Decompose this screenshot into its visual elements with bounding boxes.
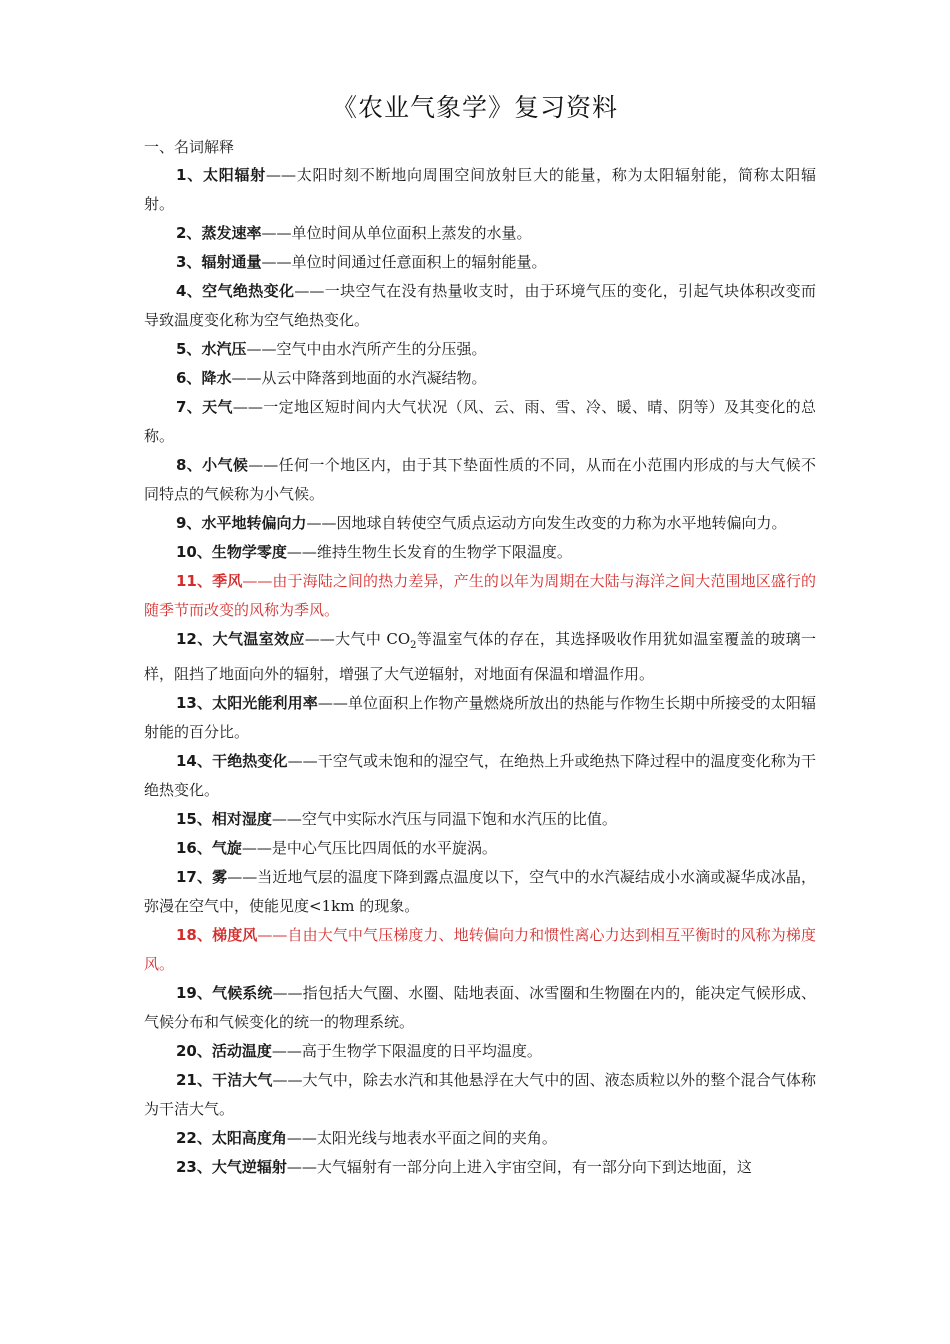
term-name: 9、水平地转偏向力 bbox=[176, 514, 307, 532]
term-item bbox=[144, 277, 816, 335]
term-item bbox=[144, 863, 816, 921]
term-name: 12、大气温室效应 bbox=[176, 630, 305, 648]
term-name: 8、小气候 bbox=[176, 456, 249, 474]
term-definition: ——干空气或未饱和的湿空气，在绝热上升或绝热下降过程中的温度变化称为干绝热变化。 bbox=[144, 752, 816, 799]
term-list bbox=[144, 161, 816, 1182]
term-definition: ——自由大气中气压梯度力、地转偏向力和惯性离心力达到相互平衡时的风称为梯度风。 bbox=[144, 926, 816, 973]
term-definition: ——由于海陆之间的热力差异，产生的以年为周期在大陆与海洋之间大范围地区盛行的随季节而改变的风称为季风。 bbox=[144, 572, 817, 619]
term-item bbox=[144, 625, 816, 689]
term-name: 11、季风 bbox=[176, 572, 243, 590]
term-definition: ——是中心气压比四周低的水平旋涡。 bbox=[241, 839, 497, 857]
term-name: 4、空气绝热变化 bbox=[176, 282, 295, 300]
term-item bbox=[144, 364, 816, 393]
term-name: 6、降水 bbox=[176, 369, 232, 387]
term-definition: ——一定地区短时间内大气状况（风、云、雨、雪、冷、暖、晴、阴等）及其变化的总称。 bbox=[144, 398, 816, 445]
term-item bbox=[144, 219, 816, 248]
term-definition: ——指包括大气圈、水圈、陆地表面、冰雪圈和生物圈在内的，能决定气候形成、气候分布和气候变化的统一的物理系统。 bbox=[144, 984, 816, 1031]
term-definition: ——空气中实际水汽压与同温下饱和水汽压的比值。 bbox=[271, 810, 617, 828]
term-item bbox=[144, 1153, 816, 1182]
term-definition: ——任何一个地区内，由于其下垫面性质的不同，从而在小范围内形成的与大气候不同特点的气候称为小气候。 bbox=[144, 456, 816, 503]
term-item bbox=[144, 393, 816, 451]
term-item-highlighted bbox=[144, 921, 816, 979]
term-name: 18、梯度风 bbox=[176, 926, 258, 944]
term-definition: ——因地球自转使空气质点运动方向发生改变的力称为水平地转偏向力。 bbox=[306, 514, 787, 532]
term-name: 3、辐射通量 bbox=[176, 253, 262, 271]
term-name: 22、太阳高度角 bbox=[176, 1129, 287, 1147]
term-item bbox=[144, 1124, 816, 1153]
term-name: 17、雾 bbox=[176, 868, 228, 886]
term-name: 14、干绝热变化 bbox=[176, 752, 288, 770]
term-definition: ——当近地气层的温度下降到露点温度以下，空气中的水汽凝结成小水滴或凝华成冰晶，弥漫在空气中，使能见度<1km 的现象。 bbox=[144, 868, 816, 915]
term-name: 1、太阳辐射 bbox=[176, 166, 266, 184]
term-name: 5、水汽压 bbox=[176, 340, 247, 358]
term-definition: ——维持生物生长发育的生物学下限温度。 bbox=[286, 543, 572, 561]
term-definition: ——高于生物学下限温度的日平均温度。 bbox=[271, 1042, 542, 1060]
term-name: 23、大气逆辐射 bbox=[176, 1158, 287, 1176]
term-definition: ——太阳光线与地表水平面之间的夹角。 bbox=[286, 1129, 557, 1147]
term-item bbox=[144, 509, 816, 538]
term-definition: ——大气辐射有一部分向上进入宇宙空间，有一部分向下到达地面，这 bbox=[286, 1158, 752, 1176]
term-item bbox=[144, 689, 816, 747]
term-definition: ——太阳时刻不断地向周围空间放射巨大的能量，称为太阳辐射能，简称太阳辐射。 bbox=[144, 166, 816, 213]
term-definition: ——一块空气在没有热量收支时，由于环境气压的变化，引起气块体积改变而导致温度变化称为空气绝热变化。 bbox=[144, 282, 816, 329]
term-item bbox=[144, 538, 816, 567]
term-item bbox=[144, 248, 816, 277]
term-name: 16、气旋 bbox=[176, 839, 242, 857]
term-item bbox=[144, 747, 816, 805]
term-name: 15、相对湿度 bbox=[176, 810, 272, 828]
term-item bbox=[144, 161, 816, 219]
term-name: 7、天气 bbox=[176, 398, 233, 416]
term-item bbox=[144, 1037, 816, 1066]
term-item bbox=[144, 1066, 816, 1124]
term-item-highlighted bbox=[144, 567, 816, 625]
term-definition: ——单位时间通过任意面积上的辐射能量。 bbox=[261, 253, 547, 271]
term-item bbox=[144, 979, 816, 1037]
term-definition: ——单位时间从单位面积上蒸发的水量。 bbox=[261, 224, 532, 242]
term-definition: ——空气中由水汽所产生的分压强。 bbox=[246, 340, 487, 358]
term-definition: ——单位面积上作物产量燃烧所放出的热能与作物生长期中所接受的太阳辐射能的百分比。 bbox=[144, 694, 816, 741]
term-item bbox=[144, 834, 816, 863]
term-name: 2、蒸发速率 bbox=[176, 224, 262, 242]
section-heading: 一、名词解释 bbox=[144, 138, 235, 156]
term-name: 21、干洁大气 bbox=[176, 1071, 273, 1089]
term-name: 10、生物学零度 bbox=[176, 543, 287, 561]
term-definition: ——从云中降落到地面的水汽凝结物。 bbox=[231, 369, 487, 387]
term-name: 13、太阳光能利用率 bbox=[176, 694, 318, 712]
term-name: 20、活动温度 bbox=[176, 1042, 272, 1060]
term-item bbox=[144, 335, 816, 364]
term-definition: ——大气中 $CO_2$等温室气体的存在，其选择吸收作用犹如温室覆盖的玻璃一样，阻挡了地面向外的辐射，增强了大气逆辐射，对地面有保温和增温作用。 bbox=[144, 630, 816, 683]
term-item bbox=[144, 805, 816, 834]
term-name: 19、气候系统 bbox=[176, 984, 273, 1002]
term-item bbox=[144, 451, 816, 509]
document-title: 《农业气象学》复习资料 bbox=[331, 93, 618, 122]
term-definition: ——大气中，除去水汽和其他悬浮在大气中的固、液态质粒以外的整个混合气体称为干洁大气。 bbox=[144, 1071, 816, 1118]
